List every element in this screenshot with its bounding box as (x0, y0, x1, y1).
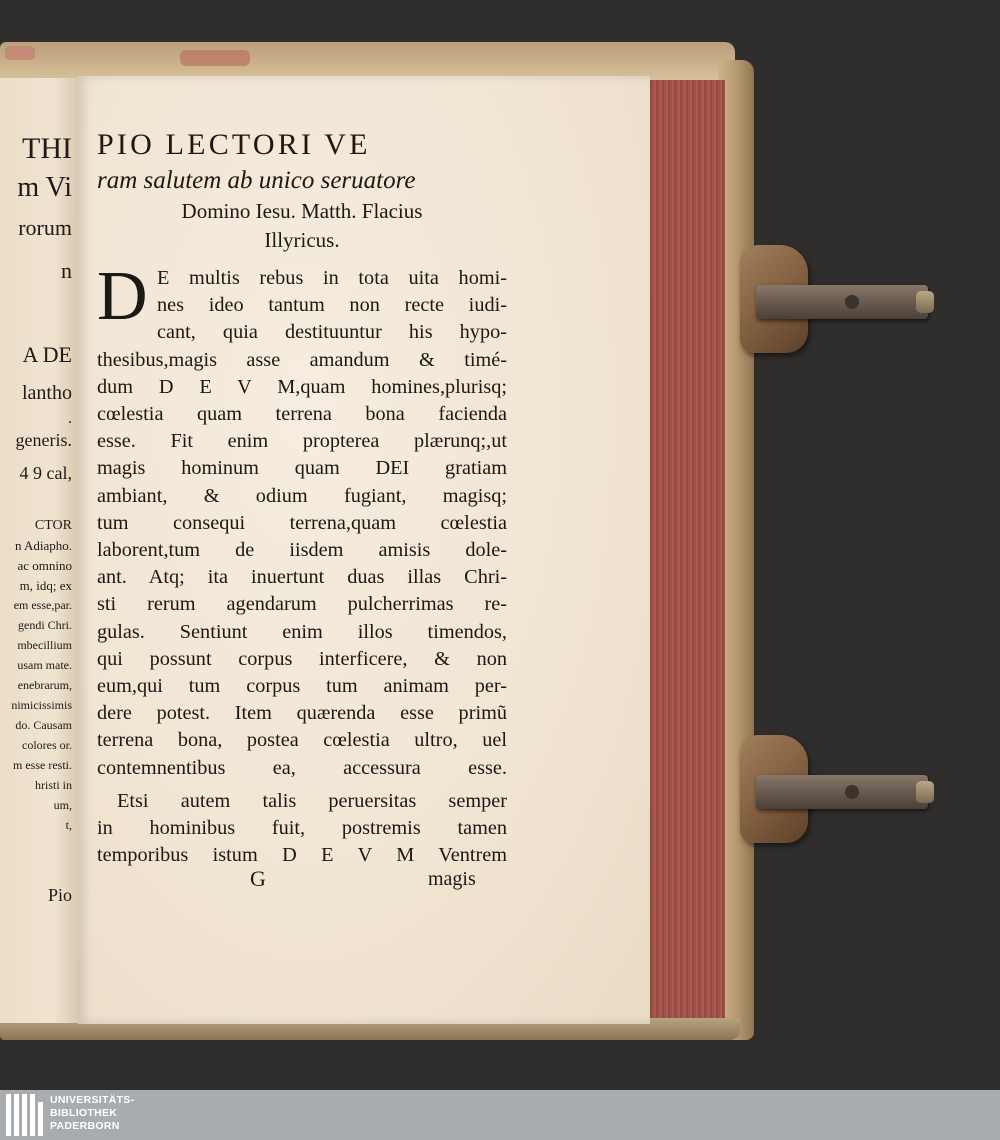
heading-line: Domino Iesu. Matth. Flacius (181, 199, 423, 223)
library-name-line: PADERBORN (50, 1120, 120, 1132)
clasp-knob (916, 781, 934, 803)
library-name-line: BIBLIOTHEK (50, 1107, 118, 1119)
left-page-line: m esse resti. (13, 758, 72, 772)
library-name (50, 1094, 134, 1133)
text-block (97, 125, 507, 869)
text-line: magis hominum quam DEI gratiam (97, 457, 507, 480)
library-logo-icon (6, 1094, 44, 1136)
left-page-line: THI (22, 132, 72, 165)
left-page-line: n (61, 258, 72, 283)
left-page-line: em esse,par. (13, 598, 72, 612)
heading-line: Illyricus. (264, 228, 340, 252)
library-name-line: UNIVERSITÄTS- (50, 1094, 135, 1106)
left-page-line: hristi in (34, 778, 72, 792)
left-page-line: n Adiapho. (14, 538, 72, 553)
left-page-line: um, (53, 798, 72, 812)
catchword: magis (428, 868, 476, 890)
left-page-line: m Vi (17, 172, 72, 203)
left-page-line: rorum (18, 215, 72, 240)
previous-page-fragment (0, 78, 80, 1023)
red-fore-edge (645, 80, 725, 1025)
clasp-rivet (845, 785, 859, 799)
text-line: tum consequi terrena,quam cœlestia (97, 511, 507, 534)
text-line: thesibus,magis asse amandum & timé- (97, 348, 507, 371)
text-line: terrena bona, postea cœlestia ultro, uel (97, 729, 507, 752)
left-page-line: gendi Chri. (18, 618, 72, 632)
text-line: cant, quia destituuntur his hypo- (157, 321, 507, 344)
drop-cap: D (97, 258, 148, 335)
text-line: laborent,tum de iisdem amisis dole- (97, 539, 507, 562)
left-page-line: A DE (22, 342, 72, 367)
text-line: in hominibus fuit, postremis tamen (97, 817, 507, 840)
text-line: contemnentibus ea, accessura esse. (97, 756, 507, 779)
red-stain (5, 46, 35, 60)
text-line: dere potest. Item quærenda esse primũ (97, 702, 507, 725)
text-line: ant. Atq; ita inuertunt duas illas Chri- (97, 566, 507, 589)
left-page-line: lantho (22, 382, 72, 404)
text-line: qui possunt corpus interficere, & non (97, 647, 507, 670)
signature-mark: G (250, 866, 266, 891)
text-line: Etsi autem talis peruersitas semper (117, 789, 507, 812)
left-page-line: colores or. (22, 738, 72, 752)
left-page-line: CTOR (34, 518, 72, 533)
left-page-line: usam mate. (17, 658, 72, 672)
library-footer-bar (0, 1090, 1000, 1140)
paragraph-2 (97, 788, 507, 870)
text-line: esse. Fit enim propterea plærunq;,ut (97, 430, 507, 453)
left-page-line: enebrarum, (17, 678, 72, 692)
left-page-line: . (68, 410, 72, 427)
left-page-line: nimicissimis (11, 698, 72, 712)
left-page-line: mbecillium (17, 638, 72, 652)
text-line: gulas. Sentiunt enim illos timendos, (97, 620, 507, 643)
clasp-bar (756, 285, 928, 319)
clasp-bar (756, 775, 928, 809)
clasp-rivet (845, 295, 859, 309)
red-stain (180, 50, 250, 66)
text-line: ambiant, & odium fugiant, magisq; (97, 484, 507, 507)
text-line: cœlestia quam terrena bona facienda (97, 403, 507, 426)
clasp-knob (916, 291, 934, 313)
left-page-line: generis. (15, 430, 72, 450)
text-line: sti rerum agendarum pulcherrimas re- (97, 593, 507, 616)
left-page-line: Pio (47, 885, 72, 905)
heading-line: ram salutem ab unico seruatore (97, 167, 416, 194)
left-page-line: do. Causam (15, 718, 72, 732)
heading-line: PIO LECTORI VE (97, 128, 371, 161)
text-line: nes ideo tantum non recte iudi- (157, 294, 507, 317)
text-line: E multis rebus in tota uita homi- (157, 267, 507, 289)
left-page-line: m, idq; ex (19, 578, 72, 593)
text-line: eum,qui tum corpus tum animam per- (97, 675, 507, 698)
left-page-line: ac omnino (17, 558, 72, 573)
text-line: dum D E V M,quam homines,plurisq; (97, 375, 507, 398)
text-line: temporibus istum D E V M Ventrem (97, 844, 507, 867)
left-page-line: 4 9 cal, (19, 463, 72, 483)
paragraph-1 (97, 258, 507, 782)
left-page-line: t, (65, 818, 72, 832)
